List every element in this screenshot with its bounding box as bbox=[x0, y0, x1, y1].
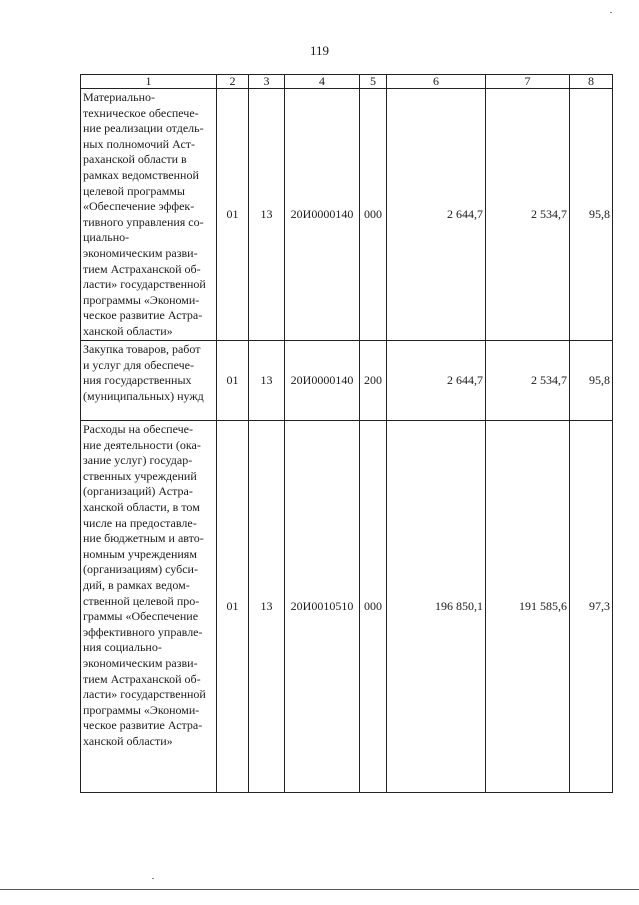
scan-speck bbox=[610, 12, 612, 13]
cell-planned: 2 644,7 bbox=[387, 89, 486, 341]
cell-executed: 191 585,6 bbox=[486, 421, 570, 793]
cell-subsection: 13 bbox=[249, 341, 285, 421]
header-col-2: 2 bbox=[217, 75, 249, 89]
bottom-rule bbox=[0, 889, 639, 890]
header-col-8: 8 bbox=[570, 75, 613, 89]
cell-expense-type: 000 bbox=[360, 421, 387, 793]
header-row bbox=[81, 75, 613, 89]
page-number: 119 bbox=[309, 43, 330, 58]
cell-planned: 2 644,7 bbox=[387, 341, 486, 421]
header-col-4: 4 bbox=[285, 75, 360, 89]
budget-table bbox=[80, 74, 613, 793]
cell-percent: 95,8 bbox=[570, 341, 613, 421]
cell-subsection: 13 bbox=[249, 421, 285, 793]
cell-planned: 196 850,1 bbox=[387, 421, 486, 793]
header-col-5: 5 bbox=[360, 75, 387, 89]
row-description: Материально- техническое обеспече- ние реализации отдель- ных полномочий Аст- раханской области в рамках ведомственной целевой программы «Обеспечение эффек- тивного управления со- циально- экономическим разви- тием Астраханской об- ласти» государственной программы «Экономи- ческое развитие Астра- ханской области» bbox=[81, 89, 217, 341]
cell-target-article: 20И0010510 bbox=[285, 421, 360, 793]
cell-executed: 2 534,7 bbox=[486, 89, 570, 341]
cell-percent: 97,3 bbox=[570, 421, 613, 793]
cell-target-article: 20И0000140 bbox=[285, 89, 360, 341]
header-col-1: 1 bbox=[81, 75, 217, 89]
cell-target-article: 20И0000140 bbox=[285, 341, 360, 421]
cell-percent: 95,8 bbox=[570, 89, 613, 341]
table-row bbox=[81, 421, 613, 793]
cell-section: 01 bbox=[217, 89, 249, 341]
header-col-7: 7 bbox=[486, 75, 570, 89]
cell-section: 01 bbox=[217, 421, 249, 793]
cell-expense-type: 000 bbox=[360, 89, 387, 341]
cell-subsection: 13 bbox=[249, 89, 285, 341]
cell-expense-type: 200 bbox=[360, 341, 387, 421]
table-row bbox=[81, 89, 613, 341]
row-description: Расходы на обеспече- ние деятельности (ока- зание услуг) государ- ственных учреждений (организаций) Астра- ханской области, в том числе на предоставле- ние бюджетным и авто- номным учреждениям (организациям) субси- дий, в рамках ведом- ственной целевой про- граммы «Обеспечение эффективного управле- ния социально- экономическим разви- тием Астраханской об- ласти» государственной программы «Экономи- ческое развитие Астра- ханской области» bbox=[81, 421, 217, 793]
header-col-6: 6 bbox=[387, 75, 486, 89]
scan-speck bbox=[152, 878, 154, 879]
cell-executed: 2 534,7 bbox=[486, 341, 570, 421]
row-description: Закупка товаров, работ и услуг для обеспече- ния государственных (муниципальных) нужд bbox=[81, 341, 217, 421]
table-row bbox=[81, 341, 613, 421]
header-col-3: 3 bbox=[249, 75, 285, 89]
cell-section: 01 bbox=[217, 341, 249, 421]
